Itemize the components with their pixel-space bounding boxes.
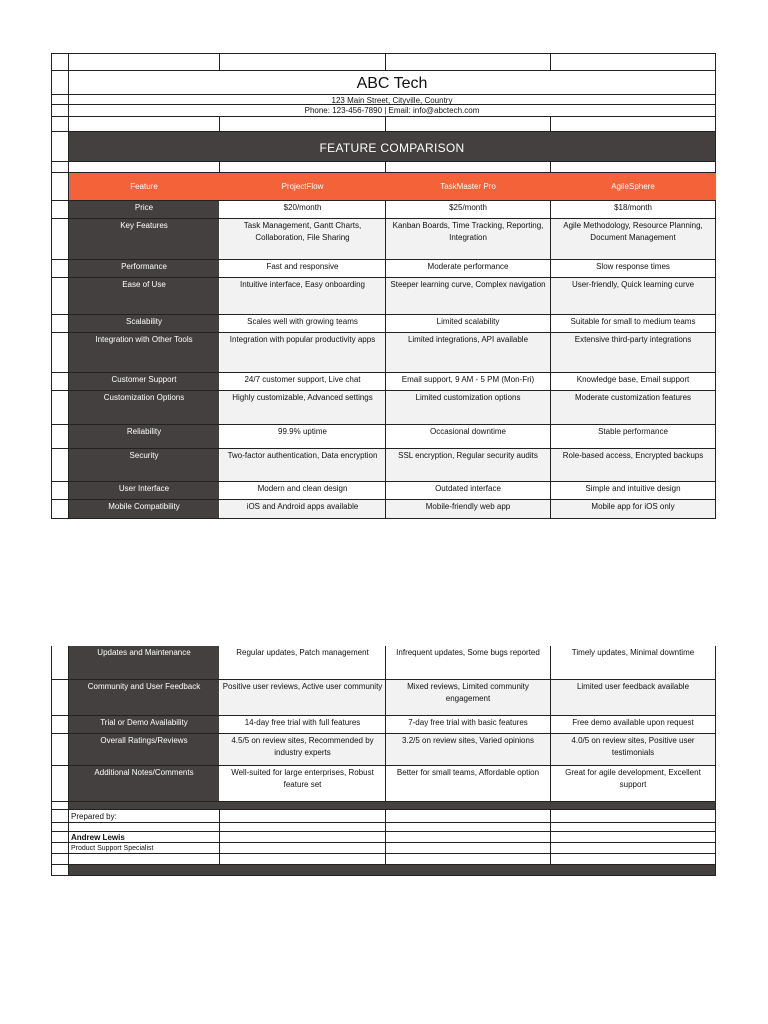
- dark-divider-row: [51, 802, 716, 810]
- empty-cell: [551, 832, 716, 842]
- taskmaster-pro-value: Moderate performance: [386, 260, 551, 277]
- empty-cell: [551, 162, 716, 172]
- row-gutter: [51, 425, 69, 448]
- table-row: [51, 716, 716, 734]
- feature-label: User Interface: [69, 482, 220, 499]
- projectflow-value: 14-day free trial with full features: [220, 716, 386, 733]
- header-feature: Feature: [69, 173, 220, 200]
- empty-cell: [386, 162, 551, 172]
- empty-cell: [69, 162, 220, 172]
- feature-label: Key Features: [69, 219, 220, 259]
- row-gutter: [51, 117, 69, 131]
- taskmaster-pro-value: 3.2/5 on review sites, Varied opinions: [386, 734, 551, 765]
- row-gutter: [51, 95, 69, 104]
- row-gutter: [51, 832, 69, 842]
- prepared-by-row: [51, 810, 716, 823]
- empty-cell: [220, 810, 386, 822]
- projectflow-value: Integration with popular productivity apps: [220, 333, 386, 372]
- blank-row: [51, 117, 716, 132]
- row-gutter: [51, 391, 69, 424]
- row-gutter: [51, 260, 69, 277]
- row-gutter: [51, 54, 69, 70]
- feature-label: Overall Ratings/Reviews: [69, 734, 220, 765]
- taskmaster-pro-value: Mobile-friendly web app: [386, 500, 551, 518]
- preparer-name: Andrew Lewis: [69, 832, 220, 842]
- empty-cell: [386, 117, 551, 131]
- row-gutter: [51, 716, 69, 733]
- prepared-by-label: Prepared by:: [69, 810, 220, 822]
- company-name: ABC Tech: [69, 71, 716, 94]
- dark-divider: [69, 802, 716, 809]
- agilesphere-value: Stable performance: [551, 425, 716, 448]
- feature-label: Integration with Other Tools: [69, 333, 220, 372]
- taskmaster-pro-value: Better for small teams, Affordable option: [386, 766, 551, 801]
- row-gutter: [51, 810, 69, 822]
- empty-cell: [220, 117, 386, 131]
- table-row: [51, 500, 716, 519]
- agilesphere-value: Free demo available upon request: [551, 716, 716, 733]
- taskmaster-pro-value: Mixed reviews, Limited community engagement: [386, 680, 551, 715]
- preparer-name-row: [51, 832, 716, 843]
- empty-cell: [551, 854, 716, 864]
- blank-row: [51, 53, 716, 71]
- taskmaster-pro-value: Email support, 9 AM - 5 PM (Mon-Fri): [386, 373, 551, 390]
- empty-cell: [220, 843, 386, 853]
- row-gutter: [51, 278, 69, 314]
- feature-label: Mobile Compatibility: [69, 500, 220, 518]
- row-gutter: [51, 680, 69, 715]
- agilesphere-value: Great for agile development, Excellent support: [551, 766, 716, 801]
- comparison-sheet-top: [51, 53, 716, 519]
- header-projectflow: ProjectFlow: [220, 173, 386, 200]
- feature-label: Reliability: [69, 425, 220, 448]
- taskmaster-pro-value: Occasional downtime: [386, 425, 551, 448]
- blank-row: [51, 823, 716, 832]
- empty-cell: [220, 54, 386, 70]
- agilesphere-value: Suitable for small to medium teams: [551, 315, 716, 332]
- table-row: [51, 680, 716, 716]
- taskmaster-pro-value: Limited integrations, API available: [386, 333, 551, 372]
- comparison-sheet-bottom: [51, 646, 716, 876]
- projectflow-value: 4.5/5 on review sites, Recommended by industry experts: [220, 734, 386, 765]
- feature-label: Performance: [69, 260, 220, 277]
- row-gutter: [51, 766, 69, 801]
- empty-cell: [386, 843, 551, 853]
- taskmaster-pro-value: Limited customization options: [386, 391, 551, 424]
- row-gutter: [51, 646, 69, 679]
- empty-cell: [386, 823, 551, 831]
- taskmaster-pro-value: Outdated interface: [386, 482, 551, 499]
- taskmaster-pro-value: Kanban Boards, Time Tracking, Reporting, Integration: [386, 219, 551, 259]
- projectflow-value: Well-suited for large enterprises, Robust feature set: [220, 766, 386, 801]
- agilesphere-value: Slow response times: [551, 260, 716, 277]
- header-taskmaster-pro: TaskMaster Pro: [386, 173, 551, 200]
- table-row: [51, 219, 716, 260]
- row-gutter: [51, 173, 69, 200]
- empty-cell: [69, 54, 220, 70]
- empty-cell: [220, 162, 386, 172]
- table-row: [51, 333, 716, 373]
- row-gutter: [51, 201, 69, 218]
- feature-label: Customer Support: [69, 373, 220, 390]
- table-row: [51, 315, 716, 333]
- row-gutter: [51, 482, 69, 499]
- feature-label: Ease of Use: [69, 278, 220, 314]
- row-gutter: [51, 449, 69, 481]
- preparer-title-row: [51, 843, 716, 854]
- header-agilesphere: AgileSphere: [551, 173, 716, 200]
- banner-row: [51, 132, 716, 162]
- agilesphere-value: $18/month: [551, 201, 716, 218]
- projectflow-value: Task Management, Gantt Charts, Collaboration, File Sharing: [220, 219, 386, 259]
- table-row: [51, 449, 716, 482]
- blank-row: [51, 162, 716, 173]
- row-gutter: [51, 734, 69, 765]
- empty-cell: [551, 117, 716, 131]
- empty-cell: [551, 823, 716, 831]
- table-row: [51, 482, 716, 500]
- empty-cell: [551, 810, 716, 822]
- address-row: [51, 95, 716, 105]
- agilesphere-value: Extensive third-party integrations: [551, 333, 716, 372]
- agilesphere-value: User-friendly, Quick learning curve: [551, 278, 716, 314]
- row-gutter: [51, 132, 69, 161]
- agilesphere-value: Simple and intuitive design: [551, 482, 716, 499]
- projectflow-value: Intuitive interface, Easy onboarding: [220, 278, 386, 314]
- row-gutter: [51, 333, 69, 372]
- feature-label: Scalability: [69, 315, 220, 332]
- table-row: [51, 425, 716, 449]
- taskmaster-pro-value: SSL encryption, Regular security audits: [386, 449, 551, 481]
- table-row: [51, 373, 716, 391]
- table-row: [51, 734, 716, 766]
- table-row: [51, 260, 716, 278]
- empty-cell: [551, 54, 716, 70]
- empty-cell: [220, 854, 386, 864]
- agilesphere-value: Limited user feedback available: [551, 680, 716, 715]
- empty-cell: [386, 854, 551, 864]
- agilesphere-value: Role-based access, Encrypted backups: [551, 449, 716, 481]
- agilesphere-value: Agile Methodology, Resource Planning, Document Management: [551, 219, 716, 259]
- feature-label: Trial or Demo Availability: [69, 716, 220, 733]
- row-gutter: [51, 315, 69, 332]
- row-gutter: [51, 219, 69, 259]
- row-gutter: [51, 500, 69, 518]
- row-gutter: [51, 823, 69, 831]
- preparer-title: Product Support Specialist: [69, 843, 220, 853]
- empty-cell: [386, 54, 551, 70]
- agilesphere-value: Timely updates, Minimal downtime: [551, 646, 716, 679]
- projectflow-value: Scales well with growing teams: [220, 315, 386, 332]
- projectflow-value: 99.9% uptime: [220, 425, 386, 448]
- dark-footer-bar: [69, 865, 716, 875]
- feature-comparison-banner: FEATURE COMPARISON: [69, 132, 716, 161]
- dark-footer-row: [51, 865, 716, 876]
- empty-cell: [386, 810, 551, 822]
- projectflow-value: Two-factor authentication, Data encryption: [220, 449, 386, 481]
- projectflow-value: Highly customizable, Advanced settings: [220, 391, 386, 424]
- empty-cell: [551, 843, 716, 853]
- table-row: [51, 201, 716, 219]
- feature-label: Price: [69, 201, 220, 218]
- table-row: [51, 278, 716, 315]
- company-contact: Phone: 123-456-7890 | Email: info@abctech.com: [69, 105, 716, 116]
- row-gutter: [51, 162, 69, 172]
- projectflow-value: 24/7 customer support, Live chat: [220, 373, 386, 390]
- projectflow-value: Positive user reviews, Active user community: [220, 680, 386, 715]
- feature-label: Community and User Feedback: [69, 680, 220, 715]
- column-header-row: [51, 173, 716, 201]
- row-gutter: [51, 373, 69, 390]
- agilesphere-value: Knowledge base, Email support: [551, 373, 716, 390]
- taskmaster-pro-value: Infrequent updates, Some bugs reported: [386, 646, 551, 679]
- row-gutter: [51, 105, 69, 116]
- row-gutter: [51, 865, 69, 875]
- table-row: [51, 766, 716, 802]
- taskmaster-pro-value: Limited scalability: [386, 315, 551, 332]
- table-row: [51, 646, 716, 680]
- feature-label: Customization Options: [69, 391, 220, 424]
- blank-row: [51, 854, 716, 865]
- projectflow-value: Fast and responsive: [220, 260, 386, 277]
- contact-row: [51, 105, 716, 117]
- row-gutter: [51, 854, 69, 864]
- company-row: [51, 71, 716, 95]
- row-gutter: [51, 71, 69, 94]
- company-address: 123 Main Street, Cityville, Country: [69, 95, 716, 104]
- agilesphere-value: 4.0/5 on review sites, Positive user testimonials: [551, 734, 716, 765]
- projectflow-value: Modern and clean design: [220, 482, 386, 499]
- row-gutter: [51, 802, 69, 809]
- taskmaster-pro-value: 7-day free trial with basic features: [386, 716, 551, 733]
- empty-cell: [69, 823, 220, 831]
- row-gutter: [51, 843, 69, 853]
- empty-cell: [220, 832, 386, 842]
- taskmaster-pro-value: $25/month: [386, 201, 551, 218]
- feature-label: Updates and Maintenance: [69, 646, 220, 679]
- agilesphere-value: Moderate customization features: [551, 391, 716, 424]
- table-row: [51, 391, 716, 425]
- feature-label: Security: [69, 449, 220, 481]
- agilesphere-value: Mobile app for iOS only: [551, 500, 716, 518]
- empty-cell: [386, 832, 551, 842]
- projectflow-value: iOS and Android apps available: [220, 500, 386, 518]
- taskmaster-pro-value: Steeper learning curve, Complex navigation: [386, 278, 551, 314]
- feature-label: Additional Notes/Comments: [69, 766, 220, 801]
- empty-cell: [69, 854, 220, 864]
- empty-cell: [69, 117, 220, 131]
- empty-cell: [220, 823, 386, 831]
- projectflow-value: $20/month: [220, 201, 386, 218]
- projectflow-value: Regular updates, Patch management: [220, 646, 386, 679]
